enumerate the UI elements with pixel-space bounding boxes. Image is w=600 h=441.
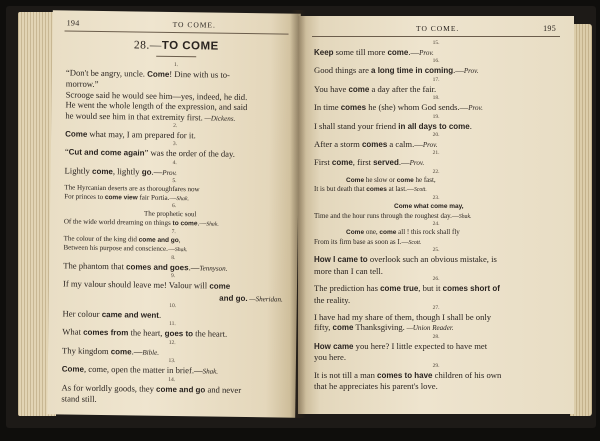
entry-line xyxy=(314,341,558,352)
line-text: I have had my share of them, though I shall be only xyxy=(314,312,492,323)
highlighted-phrase: comes and goes xyxy=(125,262,189,273)
entry-line xyxy=(314,254,558,265)
example-entry xyxy=(314,58,558,76)
line-text: fifty, xyxy=(314,322,333,333)
line-text: you here. xyxy=(314,352,346,363)
entry-number: 15. xyxy=(432,40,440,46)
line-text: ” was the order of the day. xyxy=(144,148,235,160)
source-attribution: —Sheridan. xyxy=(247,294,283,304)
highlighted-phrase: come xyxy=(332,323,354,333)
line-text: Her colour xyxy=(62,308,102,320)
source-attribution: Scott. xyxy=(408,239,422,246)
left-page xyxy=(47,10,301,417)
entry-line xyxy=(314,283,558,294)
line-text: overlook such an obvious mistake, is xyxy=(367,254,497,265)
entry-number: 21. xyxy=(432,150,440,157)
highlighted-phrase: Come what come may, xyxy=(394,203,464,211)
page-number: 194 xyxy=(66,18,80,28)
line-text: The phantom that xyxy=(63,260,127,272)
highlighted-phrase: Cut and come again xyxy=(68,147,145,159)
entry-line xyxy=(314,212,558,222)
entry-line xyxy=(314,370,558,381)
entry-number: 24. xyxy=(432,221,440,228)
line-text: the heart. xyxy=(192,328,228,340)
example-entry xyxy=(314,276,558,305)
line-text: , come, open the matter in brief.— xyxy=(83,364,203,376)
example-entry xyxy=(63,272,283,305)
entry-number: 20. xyxy=(432,132,440,139)
example-entry xyxy=(314,40,558,58)
entry-number: 5. xyxy=(172,178,177,185)
line-text: .— xyxy=(197,219,207,228)
page-number: 195 xyxy=(543,24,556,33)
chapter-number: 28. xyxy=(133,39,150,52)
highlighted-phrase: come and go xyxy=(138,236,179,244)
entry-number: 25. xyxy=(432,247,440,254)
chapter-word: TO COME xyxy=(161,39,219,53)
entry-line xyxy=(314,322,558,333)
line-text: the reality. xyxy=(314,294,351,305)
line-text: that he appreciates his parent's love. xyxy=(314,381,438,392)
line-text: In time xyxy=(314,102,341,113)
entry-number: 29. xyxy=(432,362,440,369)
line-text: You have xyxy=(314,83,349,94)
line-text: you here? I little expected to have met xyxy=(353,340,488,351)
source-attribution: Prov. xyxy=(419,49,434,57)
line-text: Scrooge said he would see him—yes, indeed, he did. xyxy=(65,89,248,102)
entry-line xyxy=(314,176,558,186)
highlighted-phrase: and go. xyxy=(219,293,248,303)
right-entries xyxy=(314,40,558,391)
example-entry xyxy=(314,334,558,363)
example-entry xyxy=(314,132,558,150)
highlighted-phrase: came and went xyxy=(101,310,160,320)
highlighted-phrase: comes short of xyxy=(442,284,500,294)
line-text: , lightly xyxy=(112,165,142,177)
running-head: TO COME. xyxy=(416,24,460,33)
line-text: From its firm base as soon as I.— xyxy=(314,237,409,246)
entry-number: 28. xyxy=(432,333,440,340)
line-text: .— xyxy=(453,65,464,76)
example-entry xyxy=(314,247,558,276)
entry-line xyxy=(314,139,558,150)
example-entry xyxy=(314,221,558,247)
entry-number: 19. xyxy=(432,113,440,120)
highlighted-phrase: come xyxy=(91,166,113,176)
entry-line xyxy=(314,47,558,58)
highlighted-phrase: Keep xyxy=(314,48,334,57)
line-text: . xyxy=(158,309,162,320)
example-entry xyxy=(63,227,283,256)
entry-number: 7. xyxy=(171,228,176,235)
line-text: at last.— xyxy=(386,185,414,194)
highlighted-phrase: Come xyxy=(346,229,365,237)
highlighted-phrase: come xyxy=(387,48,409,57)
line-text: he fast, xyxy=(413,175,436,184)
highlighted-phrase: Come xyxy=(346,176,365,184)
entry-number: 1. xyxy=(173,61,179,69)
example-entry xyxy=(314,114,558,132)
entry-number: 22. xyxy=(432,168,440,175)
line-text: .— xyxy=(131,346,143,357)
line-text: , but it xyxy=(418,283,443,294)
source-attribution: Prov. xyxy=(468,104,483,113)
entry-line xyxy=(314,266,558,276)
line-text: “ xyxy=(64,146,69,157)
line-text: It is not till a man xyxy=(314,369,378,380)
entry-number: 12. xyxy=(168,339,176,346)
line-text: .— xyxy=(408,47,420,57)
line-text: more than I can tell. xyxy=(314,265,383,276)
line-text: It is but death that xyxy=(314,185,367,194)
entry-number: 2. xyxy=(173,123,178,130)
example-entry xyxy=(314,363,558,392)
line-text: The Hyrcanian deserts are as thoroughfares now xyxy=(64,183,200,194)
line-text: What xyxy=(62,326,84,338)
entry-line xyxy=(61,394,281,407)
line-text: For princes to xyxy=(64,192,105,201)
entry-number: 27. xyxy=(432,305,440,312)
header-rule xyxy=(312,36,560,37)
line-text: The prophetic soul xyxy=(143,210,197,219)
chapter-underline xyxy=(156,56,196,58)
entry-number: 17. xyxy=(432,76,440,83)
example-entry xyxy=(314,95,558,113)
highlighted-phrase: come true xyxy=(380,284,419,294)
line-text: .— xyxy=(398,157,410,168)
entry-number: 11. xyxy=(169,321,176,328)
entry-line xyxy=(314,312,558,322)
highlighted-phrase: come xyxy=(396,176,414,184)
line-text: The prediction has xyxy=(314,283,381,294)
highlighted-phrase: come view xyxy=(104,193,138,202)
line-text: what may, I am prepared for it. xyxy=(87,128,196,141)
source-attribution: Shak. xyxy=(458,213,472,220)
chapter-heading xyxy=(52,38,300,53)
highlighted-phrase: to come xyxy=(172,220,198,228)
line-text: Time and the hour runs through the roughest day.— xyxy=(314,211,459,220)
highlighted-phrase: Come xyxy=(65,129,88,139)
highlighted-phrase: come xyxy=(379,229,397,237)
line-text: stand still. xyxy=(61,393,97,405)
entry-number: 6. xyxy=(172,203,177,210)
line-text: he (she) whom God sends.— xyxy=(366,102,469,113)
line-text: Thanksgiving. xyxy=(353,322,405,333)
example-entry xyxy=(314,195,558,221)
line-text: .— xyxy=(151,166,163,177)
highlighted-phrase: served xyxy=(373,158,399,168)
entry-number: 8. xyxy=(171,254,176,261)
entry-number: 23. xyxy=(432,195,440,202)
highlighted-phrase: come xyxy=(209,281,231,292)
entry-number: 14. xyxy=(168,376,176,383)
highlighted-phrase: come xyxy=(110,346,132,357)
line-text: Between his purpose and conscience.— xyxy=(63,243,175,254)
book-gutter xyxy=(290,10,306,418)
line-text: As for worldly goods, they xyxy=(61,382,157,394)
entry-line xyxy=(314,202,558,212)
line-text: First xyxy=(314,157,332,168)
example-entry xyxy=(64,177,284,205)
line-text: , xyxy=(178,235,181,244)
line-text: he slow or xyxy=(364,175,397,184)
right-page xyxy=(298,16,574,414)
highlighted-phrase: comes xyxy=(361,140,388,150)
highlighted-phrase: in all days to come xyxy=(398,121,470,131)
line-text: and never xyxy=(205,384,242,395)
chapter-dash: — xyxy=(149,39,162,52)
line-text: children of his own xyxy=(432,369,502,380)
line-text: the heart, xyxy=(128,327,165,339)
line-text: “Don't be angry, uncle. xyxy=(65,67,148,79)
line-text: Good things are xyxy=(314,65,372,76)
line-text: some till more xyxy=(333,47,388,57)
entry-line xyxy=(314,157,558,168)
highlighted-phrase: comes xyxy=(340,103,367,113)
source-attribution: Prov. xyxy=(422,141,438,150)
source-attribution: —Union Reader. xyxy=(404,324,454,333)
highlighted-phrase: Come xyxy=(147,69,170,79)
entry-line xyxy=(314,65,558,76)
line-text: , first xyxy=(352,157,374,168)
highlighted-phrase: comes to have xyxy=(377,370,433,380)
source-attribution: —Dickens. xyxy=(202,114,236,123)
example-entry xyxy=(65,60,286,124)
source-attribution: Prov. xyxy=(162,168,178,177)
entry-line xyxy=(314,295,558,305)
line-text: one, xyxy=(364,228,380,237)
line-text: .— xyxy=(188,262,200,273)
highlighted-phrase: come xyxy=(348,84,370,94)
highlighted-phrase: How came xyxy=(314,341,354,351)
highlighted-phrase: a long time in coming xyxy=(371,66,454,76)
entry-line xyxy=(314,121,558,132)
example-entry xyxy=(64,202,284,230)
source-attribution: Shak. xyxy=(206,221,219,228)
line-text: ! Dine with us to- xyxy=(169,68,231,80)
open-book xyxy=(6,2,596,436)
header-rule xyxy=(65,30,289,34)
entry-number: 26. xyxy=(432,276,440,283)
line-text: Of the wide world dreaming on things xyxy=(63,217,173,228)
example-entry xyxy=(61,375,281,407)
entry-line xyxy=(314,238,558,248)
left-entries xyxy=(61,60,286,407)
running-head: TO COME. xyxy=(172,19,216,30)
highlighted-phrase: come xyxy=(331,158,353,168)
line-text: . xyxy=(469,120,472,131)
entry-number: 13. xyxy=(168,358,176,365)
line-text: Lightly xyxy=(64,165,93,176)
line-text: fair Portia.— xyxy=(137,193,177,202)
line-text: He went the whole length of the expression, and said xyxy=(65,99,248,113)
source-attribution: Bible. xyxy=(142,348,160,357)
line-text: If my valour should leave me! Valour will xyxy=(62,278,210,291)
line-text: After a storm xyxy=(314,139,362,150)
entry-number: 9. xyxy=(171,273,176,280)
line-text: morrow.” xyxy=(65,78,99,90)
highlighted-phrase: comes xyxy=(366,186,387,194)
source-attribution: Shak. xyxy=(202,367,219,376)
line-text: a day after the fair. xyxy=(369,83,437,94)
source-attribution: Shak. xyxy=(176,195,190,203)
entry-line xyxy=(314,84,558,95)
highlighted-phrase: Come xyxy=(61,364,85,375)
entry-number: 18. xyxy=(432,95,440,102)
entry-number: 3. xyxy=(172,141,178,148)
line-text: a calm.— xyxy=(387,139,423,150)
source-attribution: Prov. xyxy=(463,67,479,76)
entry-line xyxy=(314,381,558,391)
line-text: Thy kingdom xyxy=(62,345,111,356)
highlighted-phrase: How I came to xyxy=(314,255,368,265)
entry-number: 4. xyxy=(172,159,177,166)
line-text: I shall stand your friend xyxy=(314,120,399,131)
source-attribution: Prov. xyxy=(409,159,425,168)
highlighted-phrase: comes from xyxy=(83,328,129,338)
entry-number: 16. xyxy=(432,58,440,65)
example-entry xyxy=(314,77,558,95)
example-entry xyxy=(314,169,558,195)
entry-number: 10. xyxy=(169,302,177,310)
entry-line xyxy=(314,228,558,238)
source-attribution: Scott. xyxy=(413,187,427,194)
entry-line xyxy=(314,102,558,113)
entry-line xyxy=(314,185,558,195)
entry-line xyxy=(314,352,558,362)
line-text: he would see him in that extremity first. xyxy=(65,110,203,123)
source-attribution: Tennyson. xyxy=(199,264,228,273)
highlighted-phrase: go xyxy=(141,167,152,177)
line-text: all ! this rock shall fly xyxy=(396,228,460,237)
example-entry xyxy=(314,150,558,168)
highlighted-phrase: goes to xyxy=(164,329,194,339)
line-text: The colour of the king did xyxy=(63,234,139,244)
example-entry xyxy=(314,305,558,334)
highlighted-phrase: come and go xyxy=(156,384,206,395)
source-attribution: Shak. xyxy=(174,247,188,254)
